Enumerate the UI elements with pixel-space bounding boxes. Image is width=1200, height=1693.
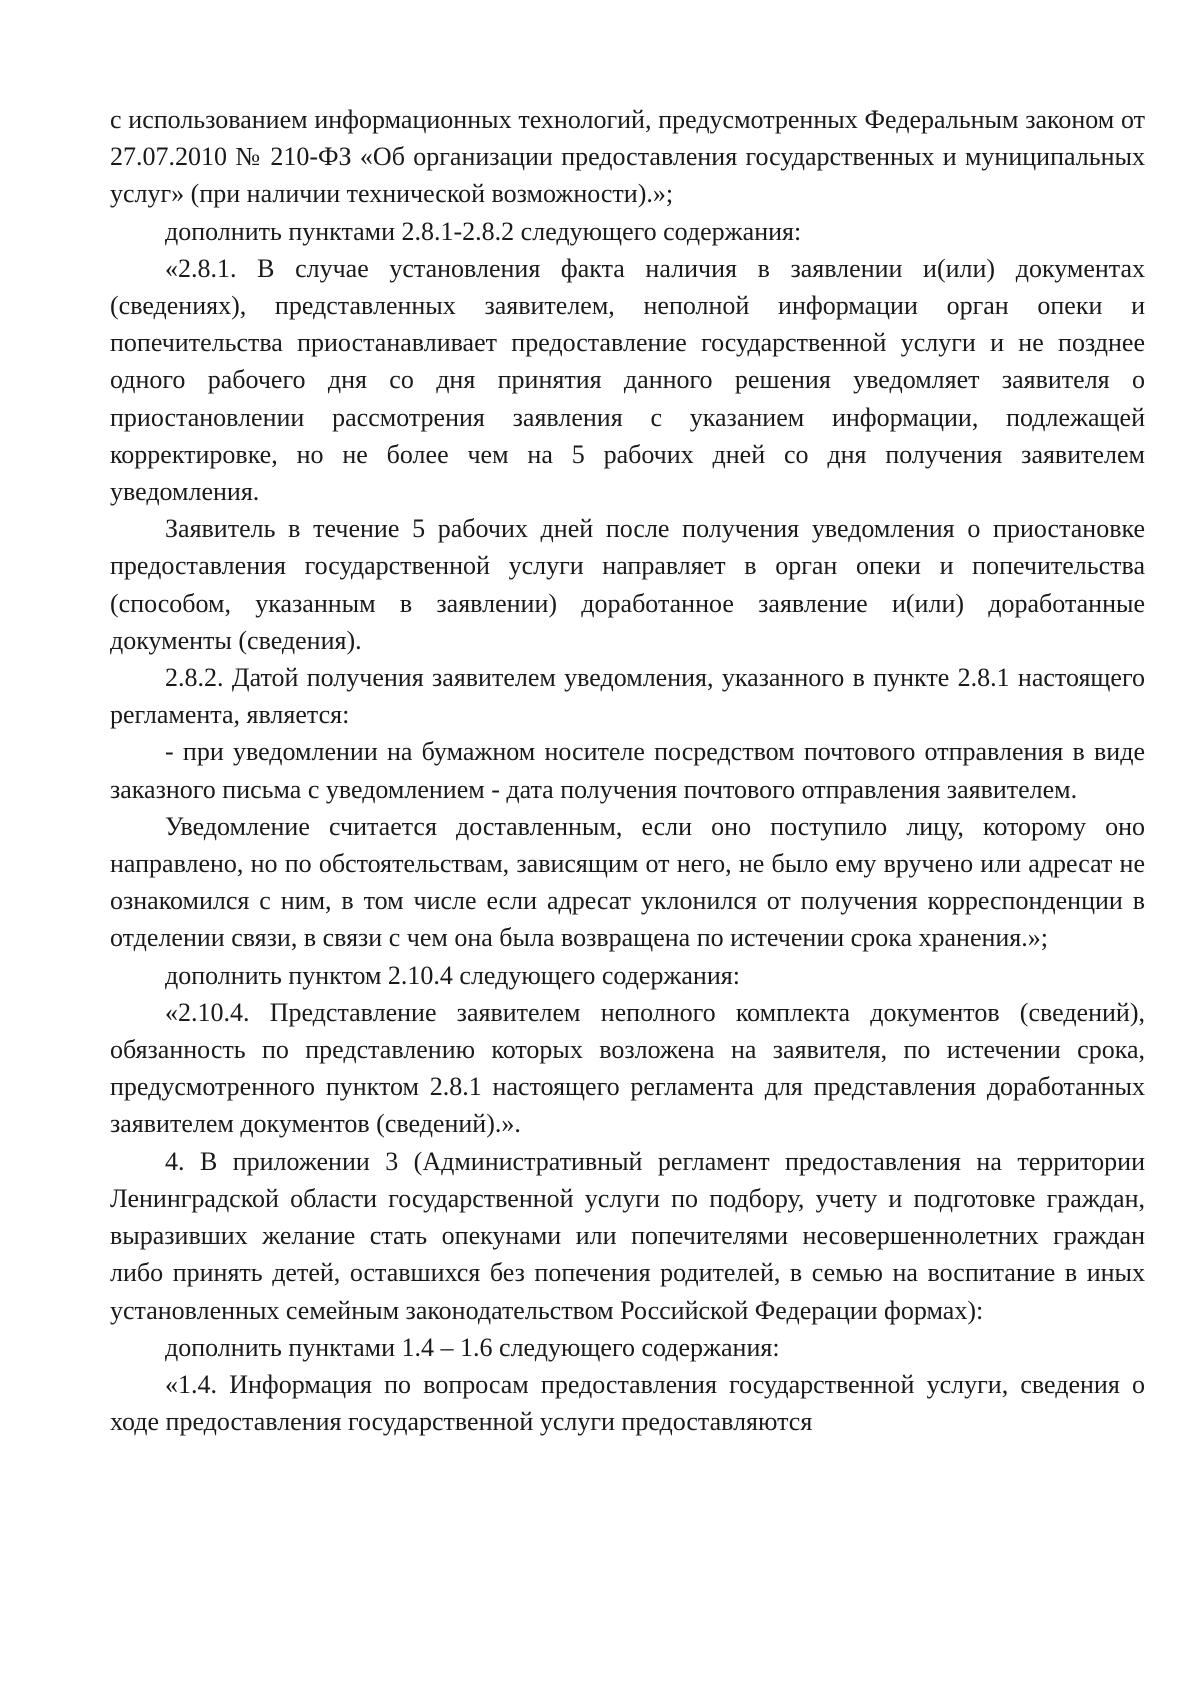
- paragraph: 4. В приложении 3 (Административный регламент предоставления на территории Ленинградской области государственной услуги по подбору, учету и подготовке граждан, выразивших желание стать опекунами или попечителями несовершеннолетних граждан либо принять детей, оставшихся без попечения родителей, в семью на воспитание в иных установленных семейным законодательством Российской Федерации формах):: [110, 1146, 1145, 1325]
- paragraph: «2.10.4. Представление заявителем неполного комплекта документов (сведений), обязанность по представлению которых возложена на заявителя, по истечении срока, предусмотренного пунктом 2.8.1 настоящего регламента для представления доработанных заявителем документов (сведений).».: [110, 997, 1145, 1139]
- document-body: [110, 101, 1145, 1440]
- paragraph: Уведомление считается доставленным, если оно поступило лицу, которому оно направлено, но по обстоятельствам, зависящим от него, не было ему вручено или адресат не ознакомился с ним, в том числе если адресат уклонился от получения корреспонденции в отделении связи, в связи с чем она была возвращена по истечении срока хранения.»;: [110, 811, 1145, 953]
- paragraph: 2.8.2. Датой получения заявителем уведомления, указанного в пункте 2.8.1 настоящего регламента, является:: [110, 663, 1145, 730]
- paragraph: - при уведомлении на бумажном носителе посредством почтового отправления в виде заказного письма с уведомлением - дата получения почтового отправления заявителем.: [110, 737, 1145, 804]
- paragraph: дополнить пунктами 1.4 – 1.6 следующего содержания:: [165, 1332, 780, 1362]
- paragraph: дополнить пунктом 2.10.4 следующего содержания:: [165, 960, 740, 990]
- paragraph: дополнить пунктами 2.8.1-2.8.2 следующего содержания:: [165, 216, 802, 246]
- paragraph: «1.4. Информация по вопросам предоставления государственной услуги, сведения о ходе предоставления государственной услуги предоставляются: [110, 1369, 1145, 1437]
- paragraph: Заявитель в течение 5 рабочих дней после получения уведомления о приостановке предоставления государственной услуги направляет в орган опеки и попечительства (способом, указанным в заявлении) доработанное заявление и(или) доработанные документы (сведения).: [110, 514, 1145, 655]
- paragraph: «2.8.1. В случае установления факта наличия в заявлении и(или) документах (сведениях), представленных заявителем, неполной информации орган опеки и попечительства приостанавливает предоставление государственной услуги и не позднее одного рабочего дня со дня принятия данного решения уведомляет заявителя о приостановлении рассмотрения заявления с указанием информации, подлежащей корректировке, но не более чем на 5 рабочих дней со дня получения заявителем уведомления.: [110, 253, 1145, 507]
- paragraph: с использованием информационных технологий, предусмотренных Федеральным законом от 27.07.2010 № 210-ФЗ «Об организации предоставления государственных и муниципальных услуг» (при наличии технической возможности).»;: [110, 105, 1145, 209]
